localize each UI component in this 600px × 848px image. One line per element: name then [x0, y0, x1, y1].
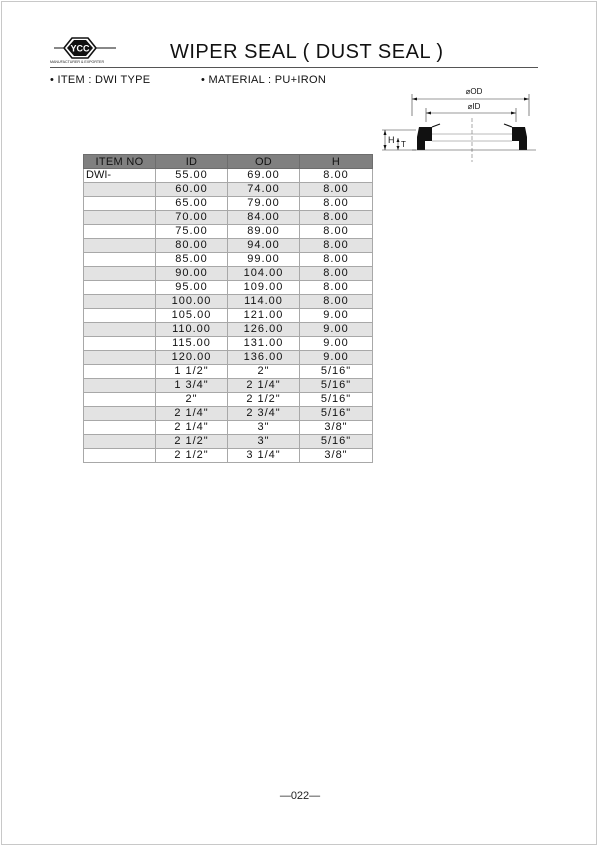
od-cell: 136.00 [228, 351, 300, 365]
item-no-cell [84, 183, 156, 197]
page-number: —022— [279, 790, 321, 802]
table-row [84, 183, 373, 197]
h-cell: 8.00 [300, 295, 373, 309]
h-cell: 5/16" [300, 407, 373, 421]
h-cell: 5/16" [300, 365, 373, 379]
h-cell: 8.00 [300, 169, 373, 183]
item-no-cell [84, 435, 156, 449]
od-cell: 114.00 [228, 295, 300, 309]
table-row [84, 211, 373, 225]
od-cell: 69.00 [228, 169, 300, 183]
table-row [84, 449, 373, 463]
item-no-cell [84, 365, 156, 379]
table-row [84, 267, 373, 281]
id-cell: 75.00 [156, 225, 228, 239]
h-cell: 8.00 [300, 211, 373, 225]
header-h: H [300, 155, 373, 169]
table-row [84, 407, 373, 421]
od-cell: 126.00 [228, 323, 300, 337]
id-cell: 95.00 [156, 281, 228, 295]
od-cell: 121.00 [228, 309, 300, 323]
id-cell: 105.00 [156, 309, 228, 323]
od-cell: 2 1/4" [228, 379, 300, 393]
table-row [84, 169, 373, 183]
id-cell: 1 1/2" [156, 365, 228, 379]
od-cell: 79.00 [228, 197, 300, 211]
id-cell: 70.00 [156, 211, 228, 225]
header-item-no: ITEM NO [84, 155, 156, 169]
header-id: ID [156, 155, 228, 169]
seal-cross-section-diagram [376, 86, 546, 164]
od-cell: 3 1/4" [228, 449, 300, 463]
header-od: OD [228, 155, 300, 169]
spec-item: • ITEM : DWI TYPE [50, 74, 151, 86]
item-no-cell [84, 295, 156, 309]
id-cell: 2 1/2" [156, 435, 228, 449]
table-row [84, 393, 373, 407]
od-cell: 74.00 [228, 183, 300, 197]
spec-material: • MATERIAL : PU+IRON [201, 74, 327, 86]
id-cell: 115.00 [156, 337, 228, 351]
table-body [84, 169, 373, 463]
id-cell: 85.00 [156, 253, 228, 267]
h-cell: 5/16" [300, 393, 373, 407]
seal-dimension-table [83, 154, 373, 463]
table-row [84, 379, 373, 393]
od-cell: 109.00 [228, 281, 300, 295]
h-cell: 8.00 [300, 183, 373, 197]
id-cell: 1 3/4" [156, 379, 228, 393]
od-cell: 84.00 [228, 211, 300, 225]
id-cell: 2" [156, 393, 228, 407]
table-row [84, 435, 373, 449]
h-cell: 5/16" [300, 379, 373, 393]
h-cell: 5/16" [300, 435, 373, 449]
od-cell: 3" [228, 435, 300, 449]
item-no-cell [84, 211, 156, 225]
id-cell: 100.00 [156, 295, 228, 309]
table-row [84, 253, 373, 267]
id-cell: 120.00 [156, 351, 228, 365]
h-cell: 8.00 [300, 253, 373, 267]
item-no-cell [84, 267, 156, 281]
item-no-cell [84, 393, 156, 407]
id-cell: 55.00 [156, 169, 228, 183]
table-row [84, 337, 373, 351]
item-no-cell: DWI- [84, 169, 156, 183]
od-cell: 89.00 [228, 225, 300, 239]
item-no-cell [84, 449, 156, 463]
h-cell: 9.00 [300, 337, 373, 351]
id-cell: 2 1/4" [156, 407, 228, 421]
id-cell: 110.00 [156, 323, 228, 337]
od-cell: 2 3/4" [228, 407, 300, 421]
item-no-cell [84, 337, 156, 351]
item-no-cell [84, 351, 156, 365]
id-cell: 65.00 [156, 197, 228, 211]
table-row [84, 239, 373, 253]
od-cell: 99.00 [228, 253, 300, 267]
id-cell: 2 1/2" [156, 449, 228, 463]
item-no-cell [84, 421, 156, 435]
h-cell: 8.00 [300, 239, 373, 253]
item-no-cell [84, 239, 156, 253]
table-row [84, 225, 373, 239]
item-no-cell [84, 379, 156, 393]
id-cell: 60.00 [156, 183, 228, 197]
id-cell: 90.00 [156, 267, 228, 281]
od-cell: 3" [228, 421, 300, 435]
od-cell: 94.00 [228, 239, 300, 253]
item-no-cell [84, 281, 156, 295]
h-cell: 3/8" [300, 421, 373, 435]
h-cell: 9.00 [300, 323, 373, 337]
od-cell: 2 1/2" [228, 393, 300, 407]
od-cell: 104.00 [228, 267, 300, 281]
id-label: ⌀ID [467, 102, 481, 111]
h-cell: 3/8" [300, 449, 373, 463]
table-row [84, 421, 373, 435]
h-label: H [388, 135, 395, 145]
h-cell: 8.00 [300, 267, 373, 281]
item-no-cell [84, 407, 156, 421]
h-cell: 9.00 [300, 351, 373, 365]
item-no-cell [84, 197, 156, 211]
table-row [84, 309, 373, 323]
table-row [84, 281, 373, 295]
h-cell: 9.00 [300, 309, 373, 323]
h-cell: 8.00 [300, 225, 373, 239]
id-cell: 80.00 [156, 239, 228, 253]
t-label: T [401, 140, 406, 149]
h-cell: 8.00 [300, 197, 373, 211]
id-cell: 2 1/4" [156, 421, 228, 435]
table-row [84, 197, 373, 211]
h-cell: 8.00 [300, 281, 373, 295]
item-no-cell [84, 309, 156, 323]
item-no-cell [84, 323, 156, 337]
table-row [84, 295, 373, 309]
logo-caption: MANUFACTURER & EXPORTER [50, 60, 105, 64]
title-divider [50, 67, 538, 68]
logo-text: YCC [70, 43, 90, 54]
od-cell: 2" [228, 365, 300, 379]
item-no-cell [84, 225, 156, 239]
table-row [84, 351, 373, 365]
page-title: WIPER SEAL ( DUST SEAL ) [170, 41, 444, 63]
table-header-row [84, 155, 373, 169]
od-label: ⌀OD [465, 87, 483, 96]
od-cell: 131.00 [228, 337, 300, 351]
item-no-cell [84, 253, 156, 267]
table-row [84, 323, 373, 337]
table-row [84, 365, 373, 379]
